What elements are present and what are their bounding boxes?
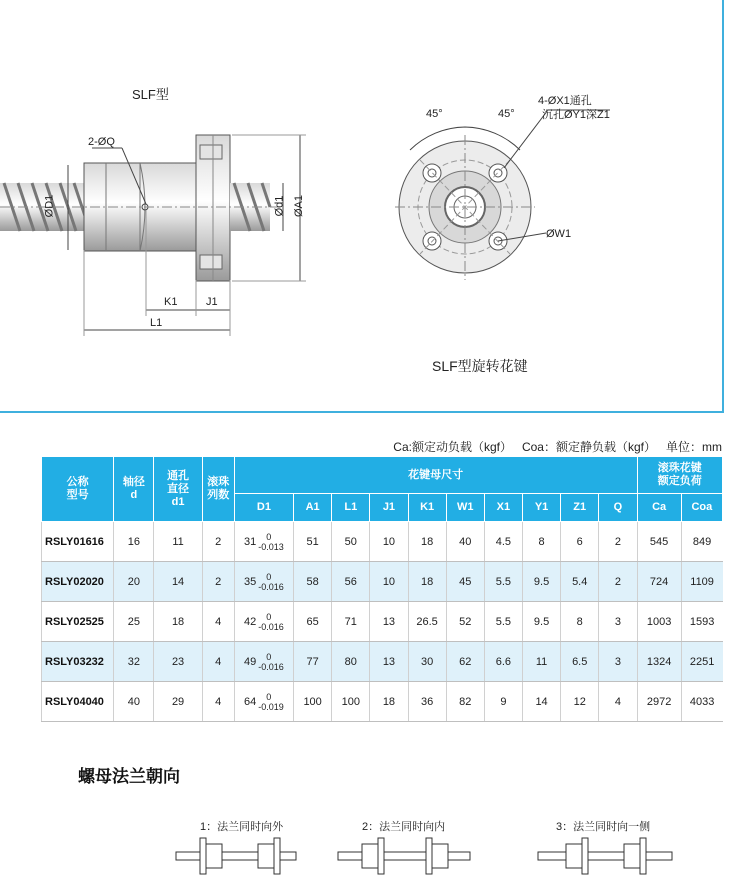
col-header-load: 滚珠花键 额定负荷 (637, 457, 722, 494)
orientation-diagram-1 (176, 838, 296, 874)
drawing-caption: SLF型旋转花键 (432, 358, 528, 374)
table-row: RSLY01616 16 11 2 31 0 -0.013 51 50 10 18 40 4.5 8 6 2 545 849 (42, 522, 723, 562)
col-header-X1: X1 (484, 494, 522, 522)
coa-note: Coa：额定静负载（kgf） (521, 440, 656, 454)
holes-note-line2: 沉孔ØY1深Z1 (542, 109, 610, 121)
ca-note: Ca:额定动负载（kgf） (393, 440, 512, 454)
orientation-diagram-3 (538, 838, 672, 874)
col-header-nut-dims: 花键母尺寸 (234, 457, 637, 494)
dim-d1-label: ØD1 (43, 194, 56, 218)
mode-label-2: 2：法兰同时向内 (362, 821, 446, 833)
flange (196, 135, 230, 281)
col-header-shaft: 轴径 d (114, 457, 154, 522)
col-header-model: 公称 型号 (42, 457, 114, 522)
col-header-A1: A1 (294, 494, 332, 522)
mode-label-1: 1：法兰同时向外 (200, 821, 284, 833)
table-row: RSLY03232 32 23 4 49 0 -0.016 77 80 13 30 62 6.6 11 6.5 3 1324 2251 (42, 642, 723, 682)
dim-w1-label: ØW1 (546, 228, 572, 240)
table-row: RSLY04040 40 29 4 64 0 -0.019 100 100 18 36 82 9 14 12 4 2972 4033 (42, 682, 723, 722)
col-header-K1: K1 (408, 494, 446, 522)
angle-left-label: 45° (426, 108, 443, 120)
orientation-diagrams (0, 830, 740, 895)
col-header-bore: 通孔 直径 d1 (154, 457, 202, 522)
unit-label: 单位：mm (666, 440, 722, 454)
table-row: RSLY02525 25 18 4 42 0 -0.016 65 71 13 26.5 52 5.5 9.5 8 3 1003 1593 (42, 602, 723, 642)
spline-nut-drawing (0, 0, 724, 413)
angle-right-label: 45° (498, 108, 515, 120)
mode-label-3: 3：法兰同时向一侧 (556, 821, 651, 833)
col-header-Ca: Ca (637, 494, 681, 522)
dim-q-label: 2-ØQ (88, 136, 115, 148)
model-type-label: SLF型 (132, 87, 169, 102)
holes-note-line1: 4-ØX1通孔 (538, 95, 592, 107)
col-header-L1: L1 (332, 494, 370, 522)
flange-front-view (395, 110, 610, 280)
col-header-Q: Q (599, 494, 637, 522)
orientation-diagram-2 (338, 838, 470, 874)
dim-k1-label: K1 (164, 296, 178, 308)
dim-j1-label: J1 (206, 296, 218, 308)
drawing-panel (0, 0, 724, 413)
unit-note (383, 438, 722, 455)
col-header-Y1: Y1 (522, 494, 560, 522)
dim-a1-label: ØA1 (293, 194, 306, 218)
col-header-Coa: Coa (681, 494, 722, 522)
table-row: RSLY02020 20 14 2 35 0 -0.016 58 56 10 18 45 5.5 9.5 5.4 2 724 1109 (42, 562, 723, 602)
col-header-rows: 滚珠 列数 (202, 457, 234, 522)
dim-d1-small-label: Ød1 (273, 195, 286, 217)
col-header-W1: W1 (446, 494, 484, 522)
dim-l1-label: L1 (150, 317, 163, 329)
orientation-title: 螺母法兰朝向 (78, 767, 180, 786)
col-header-Z1: Z1 (561, 494, 599, 522)
col-header-J1: J1 (370, 494, 408, 522)
spec-table (41, 456, 723, 722)
col-header-D1: D1 (234, 494, 293, 522)
